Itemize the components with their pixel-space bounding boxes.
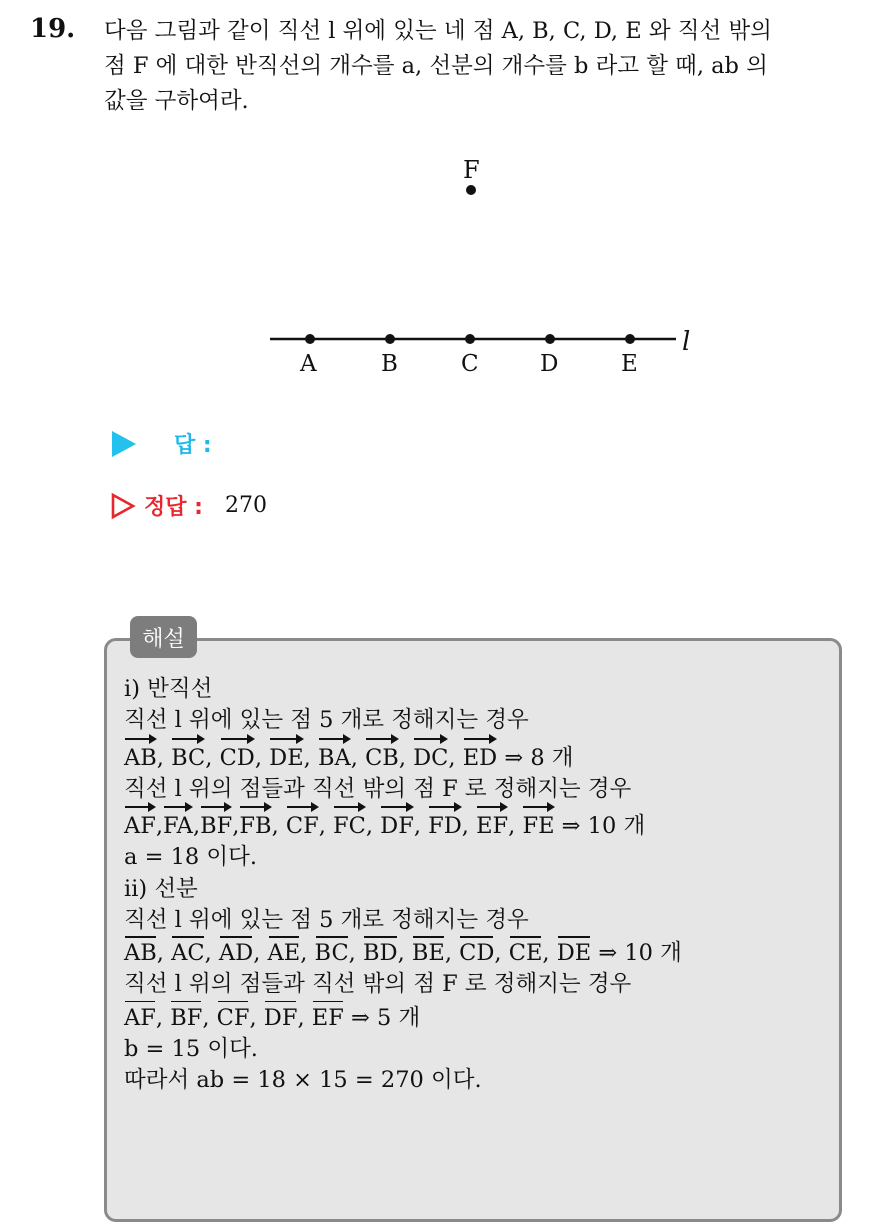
- segment: BD: [363, 938, 398, 969]
- segment: CD: [459, 938, 494, 969]
- solution-case-on-line: 직선 l 위에 있는 점 5 개로 정해지는 경우: [124, 707, 529, 734]
- ray: DE: [269, 743, 303, 774]
- correct-answer-row: [110, 490, 267, 521]
- ray: CB: [365, 743, 399, 774]
- segment: CE: [509, 938, 543, 969]
- point-c-label: C: [461, 351, 479, 377]
- point-f-label: F: [463, 156, 480, 184]
- point-b-dot: [385, 334, 395, 344]
- question-line-3: 값을 구하여라.: [104, 88, 249, 114]
- point-e-dot: [625, 334, 635, 344]
- correct-answer-label: 정답 :: [144, 495, 203, 520]
- question-line-1: 다음 그림과 같이 직선 l 위에 있는 네 점 A, B, C, D, E 와 직선 밖의: [104, 18, 772, 44]
- ray: BA: [318, 743, 351, 774]
- segment: AE: [268, 938, 301, 969]
- rays-with-f-count: ⇒ 10 개: [561, 813, 646, 840]
- segment: EF: [312, 1003, 344, 1034]
- point-a-label: A: [300, 351, 317, 377]
- segment: AD: [219, 938, 253, 969]
- ray: DF: [380, 811, 414, 842]
- line-l-label: l: [682, 327, 691, 357]
- play-triangle-icon: [112, 431, 136, 457]
- ray: AB: [124, 743, 157, 774]
- conclusion: 따라서 ab = 18 × 15 = 270 이다.: [124, 1067, 482, 1094]
- rays-on-line-count: ⇒ 8 개: [504, 744, 574, 771]
- a-result: a = 18 이다.: [124, 844, 257, 871]
- point-d-label: D: [540, 351, 559, 377]
- question-line-2: 점 F 에 대한 반직선의 개수를 a, 선분의 개수를 b 라고 할 때, ab 의: [104, 53, 768, 79]
- solution-case-on-line-2: 직선 l 위에 있는 점 5 개로 정해지는 경우: [124, 906, 529, 933]
- ray: CF: [286, 811, 319, 842]
- segments-with-f-row: AF, BF, CF, DF, EF ⇒ 5 개: [124, 1001, 834, 1034]
- ray: ED: [463, 743, 497, 774]
- ray: FC: [333, 811, 366, 842]
- ray: AF: [124, 811, 156, 842]
- correct-answer-value: 270: [224, 493, 267, 518]
- segment: BC: [315, 938, 349, 969]
- outline-triangle-icon: [110, 492, 136, 520]
- solution-case-with-f-2: 직선 l 위의 점들과 직선 밖의 점 F 로 정해지는 경우: [124, 971, 632, 998]
- segment: AC: [171, 938, 204, 969]
- segment: AF: [124, 1003, 156, 1034]
- segments-on-line-count: ⇒ 10 개: [598, 940, 682, 967]
- question-number: 19.: [30, 14, 76, 44]
- segment: CF: [217, 1003, 250, 1034]
- solution-tag: 해설: [130, 616, 197, 658]
- point-e-label: E: [621, 351, 638, 377]
- ray: FE: [522, 811, 554, 842]
- rays-on-line-row: AB, BC, CD, DE, BA, CB, DC, ED ⇒ 8 개: [124, 737, 834, 774]
- segments-on-line-row: AB, AC, AD, AE, BC, BD, BE, CD, CE, DE ⇒ 10 개: [124, 936, 834, 969]
- ray: FD: [428, 811, 462, 842]
- segment: AB: [124, 938, 157, 969]
- segment: DF: [264, 1003, 298, 1034]
- ray: FA: [163, 811, 193, 842]
- solution-part1-title: ⅰ) 반직선: [124, 676, 213, 702]
- ray: BC: [171, 743, 205, 774]
- point-c-dot: [465, 334, 475, 344]
- answer-label: 답 :: [174, 433, 212, 458]
- rays-with-f-row: AF,FA,BF,FB, CF, FC, DF, FD, EF, FE ⇒ 10 개: [124, 805, 834, 842]
- solution-case-with-f: 직선 l 위의 점들과 직선 밖의 점 F 로 정해지는 경우: [124, 775, 632, 802]
- b-result: b = 15 이다.: [124, 1035, 258, 1062]
- ray: FB: [239, 811, 271, 842]
- geometry-figure: [0, 0, 884, 420]
- ray: EF: [476, 811, 508, 842]
- solution-body: [124, 674, 834, 1097]
- answer-input-row[interactable]: [112, 428, 212, 459]
- point-f-dot: [466, 185, 476, 195]
- segment: DE: [557, 938, 591, 969]
- point-d-dot: [545, 334, 555, 344]
- ray: DC: [413, 743, 448, 774]
- segment: BF: [170, 1003, 202, 1034]
- point-a-dot: [305, 334, 315, 344]
- ray: BF: [200, 811, 232, 842]
- segments-with-f-count: ⇒ 5 개: [350, 1004, 421, 1031]
- segment: BE: [412, 938, 445, 969]
- point-b-label: B: [381, 351, 398, 377]
- solution-part2-title: ⅱ) 선분: [124, 875, 198, 902]
- ray: CD: [220, 743, 255, 774]
